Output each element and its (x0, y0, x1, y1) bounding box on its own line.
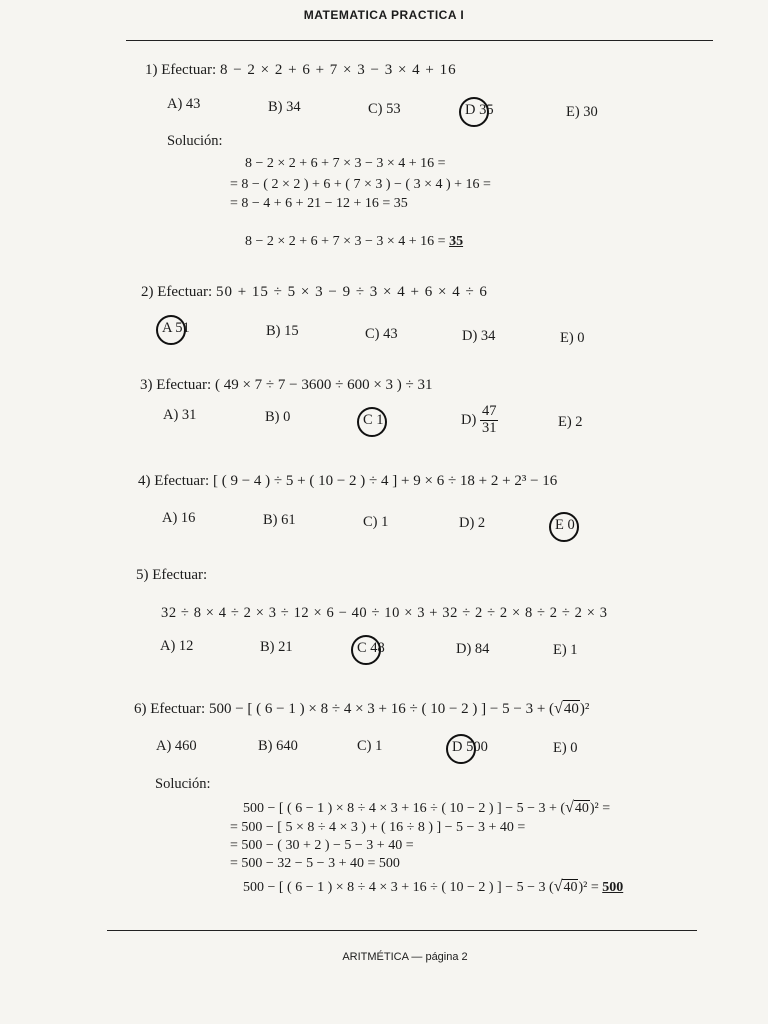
q3-label: 3) Efectuar: (140, 377, 212, 393)
q5-option-a[interactable]: A) 12 (160, 638, 194, 654)
q2-option-d[interactable]: D) 34 (462, 328, 496, 344)
q6-option-c[interactable]: C) 1 (357, 738, 383, 754)
header-rule (126, 40, 713, 41)
q4-option-e-value: 0 (567, 517, 575, 533)
q2-option-e[interactable]: E) 0 (560, 330, 585, 346)
q2-prompt (141, 284, 488, 301)
q6-work-final: 500 − [ ( 6 − 1 ) × 8 ÷ 4 × 3 + 16 ÷ ( 10 − 2 ) ] − 5 − 3 (√40)² = 500 (243, 878, 624, 895)
q3-selected-answer-circle: C (363, 412, 373, 428)
q3-option-a[interactable]: A) 31 (163, 407, 197, 423)
q5-option-b[interactable]: B) 21 (260, 639, 293, 655)
q1-prompt (145, 62, 457, 79)
q3-fraction-denominator: 31 (481, 419, 497, 436)
q4-prompt (138, 473, 557, 490)
q3-option-c-value: 1 (376, 412, 384, 428)
q1-option-a[interactable]: A) 43 (167, 96, 201, 112)
q2-option-a-value: 51 (175, 320, 190, 336)
q1-work-line-1: 8 − 2 × 2 + 6 + 7 × 3 − 3 × 4 + 16 = (245, 156, 446, 171)
q6-final-answer: 500 (602, 880, 624, 895)
q6-radicand: 40 (563, 701, 579, 717)
q6-option-d-value: 500 (466, 739, 488, 755)
q1-final-answer: 35 (449, 234, 464, 249)
q6-expression-a: 500 − [ ( 6 − 1 ) × 8 ÷ 4 × 3 + 16 ÷ ( 10 − 2 ) ] − 5 − 3 + ( (208, 701, 555, 717)
q2-label: 2) Efectuar: (141, 284, 213, 300)
q1-work-line-2: = 8 − ( 2 × 2 ) + 6 + ( 7 × 3 ) − ( 3 × 4 ) + 16 = (230, 177, 491, 192)
q6-work-radicand: 40 (574, 801, 589, 816)
q6-work-line-4: = 500 − 32 − 5 − 3 + 40 = 500 (230, 856, 400, 871)
q6-final-radicand: 40 (563, 880, 578, 895)
q4-expression: [ ( 9 − 4 ) ÷ 5 + ( 10 − 2 ) ÷ 4 ] + 9 × 6 ÷ 18 + 2 + 2³ − 16 (212, 473, 558, 489)
footer-rule (107, 930, 697, 931)
q6-final-expression: 500 − [ ( 6 − 1 ) × 8 ÷ 4 × 3 + 16 ÷ ( 10 − 2 ) ] − 5 − 3 (243, 880, 546, 895)
q3-option-c[interactable] (363, 412, 384, 429)
q3-expression: ( 49 × 7 ÷ 7 − 3600 ÷ 600 × 3 ) ÷ 31 (214, 377, 433, 393)
q2-selected-answer-circle: A (162, 320, 172, 336)
q2-expression: 50 + 15 ÷ 5 × 3 − 9 ÷ 3 × 4 + 6 × 4 ÷ 6 (215, 284, 488, 300)
q1-work-line-3: = 8 − 4 + 6 + 21 − 12 + 16 = 35 (230, 196, 408, 211)
q1-work-final (245, 234, 463, 250)
q1-option-e[interactable]: E) 30 (566, 104, 598, 120)
q6-expression-b: )² (579, 701, 590, 717)
q6-option-e[interactable]: E) 0 (553, 740, 578, 756)
q3-option-d-letter: D) (461, 411, 477, 428)
q4-label: 4) Efectuar: (138, 473, 210, 489)
sqrt-icon: √ (553, 878, 563, 895)
q2-option-a[interactable] (162, 320, 190, 337)
sqrt-icon: √ (554, 700, 563, 717)
q4-option-a[interactable]: A) 16 (162, 510, 196, 526)
q3-option-d[interactable] (461, 404, 498, 437)
q6-option-a[interactable]: A) 460 (156, 738, 197, 754)
q2-option-b[interactable]: B) 15 (266, 323, 299, 339)
q6-work-line-2: = 500 − [ 5 × 8 ÷ 4 × 3 ) + ( 16 ÷ 8 ) ] − 5 − 3 + 40 = (230, 820, 526, 835)
q4-selected-answer-circle: E (555, 517, 564, 533)
q6-work-line-3: = 500 − ( 30 + 2 ) − 5 − 3 + 40 = (230, 838, 414, 853)
q1-option-d-value: 35 (479, 102, 494, 118)
q6-work-line-1 (243, 799, 610, 817)
q2-option-c[interactable]: C) 43 (365, 326, 398, 342)
q5-option-c-value: 48 (370, 640, 385, 656)
q1-selected-answer-circle: D (465, 102, 476, 118)
q1-label: 1) Efectuar: (145, 62, 217, 78)
q6-work-line-1-a: 500 − [ ( 6 − 1 ) × 8 ÷ 4 × 3 + 16 ÷ ( 10 − 2 ) ] − 5 − 3 + ( (243, 801, 566, 816)
q5-selected-answer-circle: C (357, 640, 367, 656)
q5-expression: 32 ÷ 8 × 4 ÷ 2 × 3 ÷ 12 × 6 − 40 ÷ 10 × 3 + 32 ÷ 2 ÷ 2 × 8 ÷ 2 ÷ 2 × 3 (161, 605, 608, 621)
q3-option-e[interactable]: E) 2 (558, 414, 583, 430)
header-title: MATEMATICA PRACTICA I (303, 8, 465, 22)
q6-selected-answer-circle: D (452, 739, 463, 755)
q1-solution-label: Solución: (167, 133, 223, 149)
q1-option-b[interactable]: B) 34 (268, 99, 301, 115)
q6-solution-label: Solución: (155, 776, 211, 792)
q5-option-d[interactable]: D) 84 (456, 641, 490, 657)
sqrt-icon: √ (565, 799, 574, 816)
q5-option-e[interactable]: E) 1 (553, 642, 578, 658)
q5-option-c[interactable] (357, 640, 385, 657)
q4-option-e[interactable] (555, 517, 575, 534)
q3-fraction-numerator: 47 (481, 403, 497, 419)
q4-option-d[interactable]: D) 2 (459, 515, 486, 531)
q1-option-c[interactable]: C) 53 (368, 101, 401, 117)
q3-prompt (140, 377, 433, 394)
footer-text: ARITMÉTICA — página 2 (342, 951, 468, 963)
q1-expression: 8 − 2 × 2 + 6 + 7 × 3 − 3 × 4 + 16 (219, 62, 457, 78)
q6-option-d[interactable] (452, 739, 488, 756)
q6-option-b[interactable]: B) 640 (258, 738, 298, 754)
q1-option-d[interactable] (465, 102, 494, 119)
q6-prompt (134, 700, 589, 718)
q6-final-exponent: )² = (578, 880, 599, 895)
q6-work-line-1-b: )² = (589, 801, 611, 816)
q3-option-d-fraction (480, 404, 499, 437)
q5-label: 5) Efectuar: (136, 567, 208, 583)
q3-option-b[interactable]: B) 0 (265, 409, 291, 425)
q1-final-expression: 8 − 2 × 2 + 6 + 7 × 3 − 3 × 4 + 16 = (245, 234, 446, 249)
q4-option-c[interactable]: C) 1 (363, 514, 389, 530)
q4-option-b[interactable]: B) 61 (263, 512, 296, 528)
q6-label: 6) Efectuar: (134, 701, 206, 717)
